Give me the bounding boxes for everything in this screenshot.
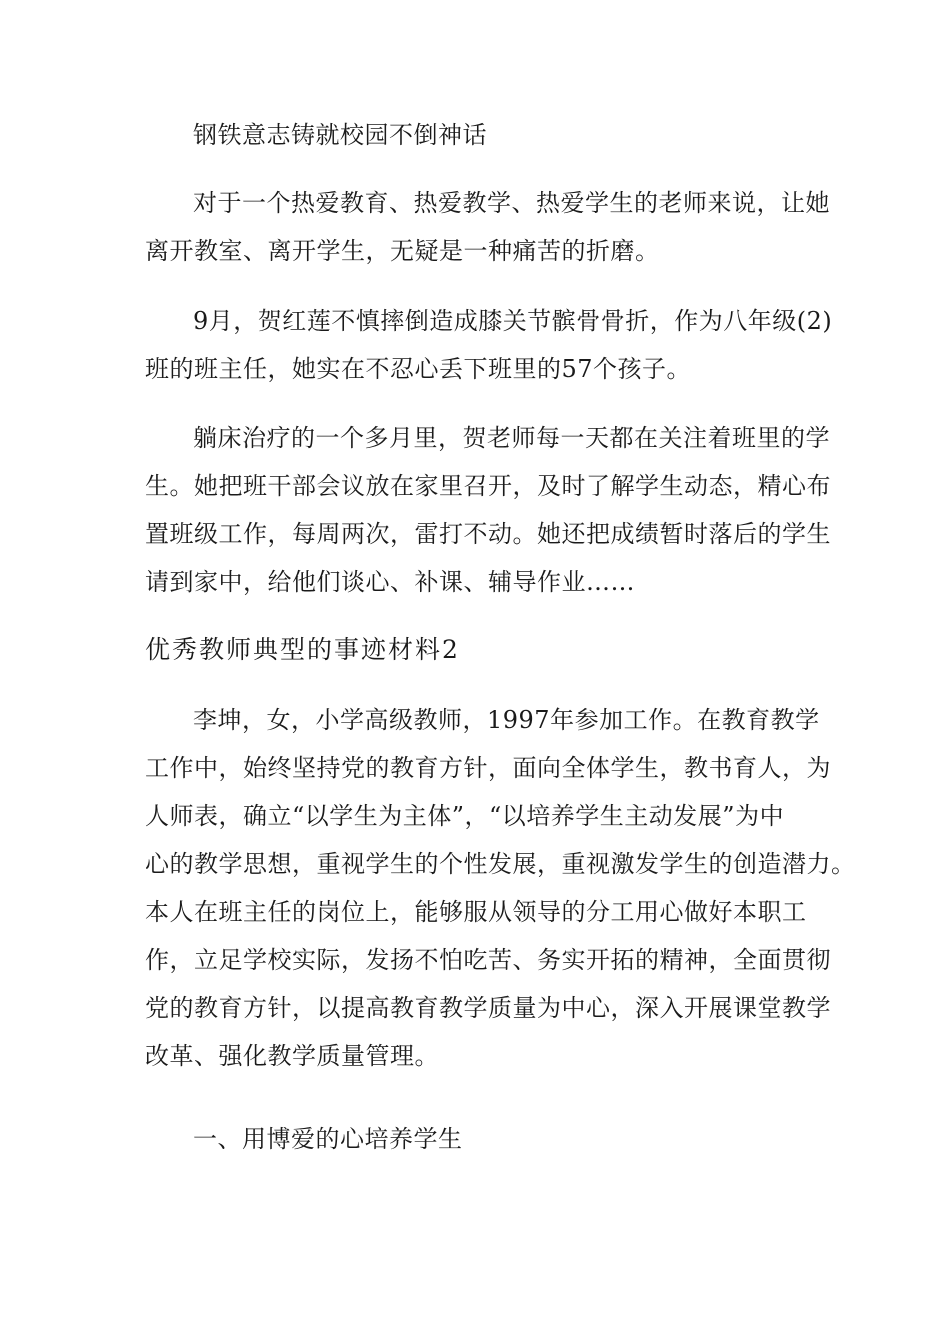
paragraph-line: 李坤，女，小学高级教师，1997年参加工作。在教育教学 (193, 706, 820, 734)
paragraph-line: 躺床治疗的一个多月里，贺老师每一天都在关注着班里的学 (193, 424, 830, 452)
paragraph-line: 改革、强化教学质量管理。 (145, 1042, 439, 1070)
paragraph-line: 生。她把班干部会议放在家里召开，及时了解学生动态，精心布 (145, 472, 831, 500)
paragraph-line: 对于一个热爱教育、热爱教学、热爱学生的老师来说，让她 (193, 189, 830, 217)
paragraph-line: 钢铁意志铸就校园不倒神话 (193, 121, 487, 149)
paragraph-line: 本人在班主任的岗位上，能够服从领导的分工用心做好本职工 (145, 898, 807, 926)
paragraph-line: 人师表，确立“以学生为主体”，“以培养学生主动发展”为中 (145, 802, 785, 830)
paragraph-line: 班的班主任，她实在不忍心丢下班里的57个孩子。 (145, 355, 692, 383)
paragraph-line: 工作中，始终坚持党的教育方针，面向全体学生，教书育人，为 (145, 754, 831, 782)
paragraph-line: 心的教学思想，重视学生的个性发展，重视激发学生的创造潜力。 (145, 850, 856, 878)
section-heading: 优秀教师典型的事迹材料2 (145, 635, 460, 664)
paragraph-line: 作，立足学校实际，发扬不怕吃苦、务实开拓的精神，全面贯彻 (145, 946, 831, 974)
paragraph-line: 置班级工作，每周两次，雷打不动。她还把成绩暂时落后的学生 (145, 520, 831, 548)
paragraph-line: 请到家中，给他们谈心、补课、辅导作业…… (145, 568, 635, 596)
paragraph-line: 一、用博爱的心培养学生 (193, 1125, 463, 1153)
paragraph-line: 离开教室、离开学生，无疑是一种痛苦的折磨。 (145, 237, 660, 265)
paragraph-line: 党的教育方针，以提高教育教学质量为中心，深入开展课堂教学 (145, 994, 831, 1022)
paragraph-line: 9月，贺红莲不慎摔倒造成膝关节髌骨骨折，作为八年级(2) (193, 307, 833, 335)
